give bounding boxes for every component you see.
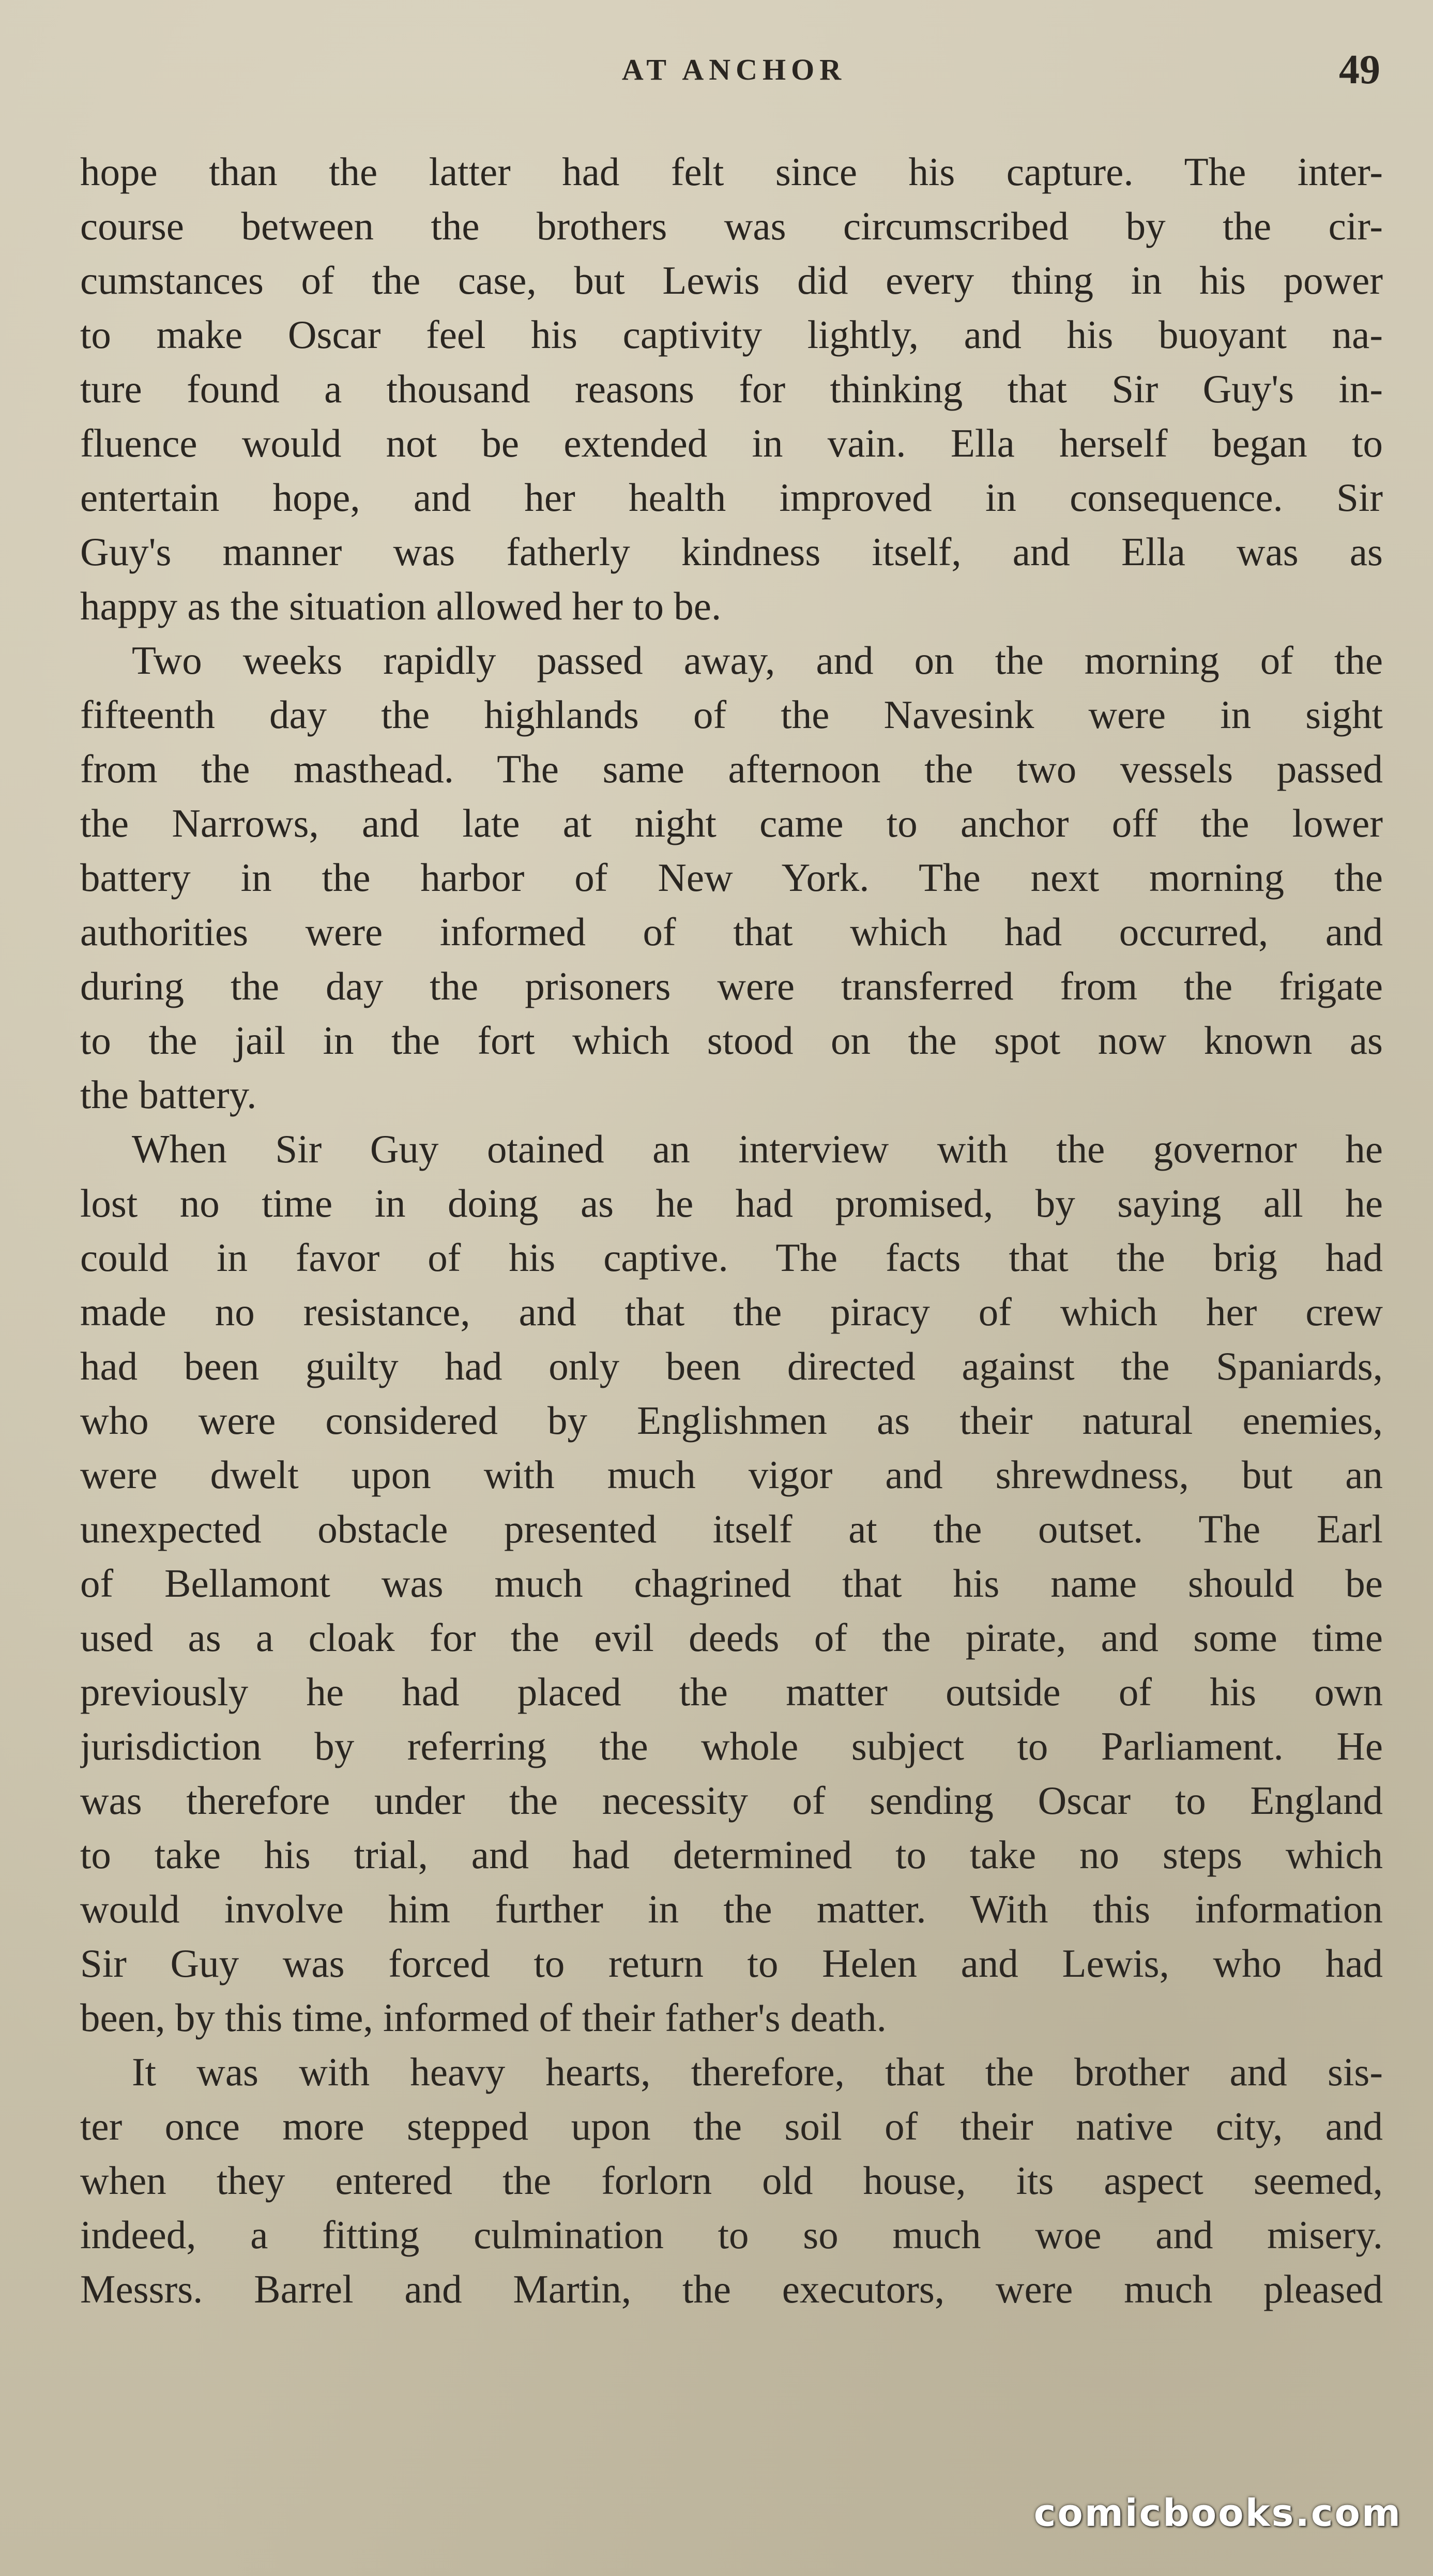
- text-line: were dwelt upon with much vigor and shrewdness, but an: [80, 1452, 1383, 1497]
- text-line: previously he had placed the matter outside of his own: [80, 1670, 1383, 1714]
- page-number: 49: [1339, 47, 1380, 93]
- text-line: been, by this time, informed of their father's death.: [80, 1995, 887, 2040]
- text-line: hope than the latter had felt since his capture. The inter-: [80, 149, 1383, 194]
- text-line: When Sir Guy otained an interview with the governor he: [132, 1127, 1383, 1171]
- text-line: who were considered by Englishmen as their natural enemies,: [80, 1398, 1383, 1443]
- text-line: jurisdiction by referring the whole subject to Parliament. He: [80, 1724, 1383, 1768]
- text-line: had been guilty had only been directed against the Spaniards,: [80, 1344, 1383, 1388]
- text-line: would involve him further in the matter. With this information: [80, 1887, 1383, 1931]
- text-line: unexpected obstacle presented itself at the outset. The Earl: [80, 1507, 1383, 1551]
- running-head: [83, 47, 1385, 93]
- text-line: from the masthead. The same afternoon the two vessels passed: [80, 747, 1383, 791]
- text-line: to the jail in the fort which stood on the spot now known as: [80, 1018, 1383, 1063]
- text-line: ture found a thousand reasons for thinking that Sir Guy's in-: [80, 367, 1383, 411]
- text-line: battery in the harbor of New York. The next morning the: [80, 855, 1383, 900]
- text-line: happy as the situation allowed her to be.: [80, 584, 722, 628]
- text-line: entertain hope, and her health improved in consequence. Sir: [80, 475, 1383, 520]
- text-line: Guy's manner was fatherly kindness itself, and Ella was as: [80, 529, 1383, 574]
- text-line: the battery.: [80, 1072, 257, 1117]
- text-line: Sir Guy was forced to return to Helen and Lewis, who had: [80, 1941, 1383, 1986]
- text-line: used as a cloak for the evil deeds of the pirate, and some time: [80, 1615, 1383, 1660]
- text-line: authorities were informed of that which had occurred, and: [80, 910, 1383, 954]
- text-line: to take his trial, and had determined to take no steps which: [80, 1832, 1383, 1877]
- watermark: comicbooks.com: [1033, 2491, 1402, 2535]
- text-line: the Narrows, and late at night came to anchor off the lower: [80, 801, 1383, 845]
- text-line: made no resistance, and that the piracy of which her crew: [80, 1290, 1383, 1334]
- text-line: Messrs. Barrel and Martin, the executors, were much pleased: [80, 2267, 1383, 2311]
- running-title: AT ANCHOR: [621, 53, 847, 86]
- text-line: cumstances of the case, but Lewis did every thing in his power: [80, 258, 1383, 302]
- body-text: [80, 145, 1383, 2316]
- text-line: was therefore under the necessity of sending Oscar to England: [80, 1778, 1383, 1823]
- text-line: fluence would not be extended in vain. Ella herself began to: [80, 421, 1383, 465]
- text-line: indeed, a fitting culmination to so much woe and misery.: [80, 2213, 1383, 2257]
- text-line: It was with heavy hearts, therefore, that the brother and sis-: [132, 2050, 1383, 2094]
- text-line: ter once more stepped upon the soil of their native city, and: [80, 2104, 1383, 2148]
- text-line: fifteenth day the highlands of the Navesink were in sight: [80, 692, 1383, 737]
- text-line: course between the brothers was circumscribed by the cir-: [80, 204, 1383, 248]
- text-line: to make Oscar feel his captivity lightly, and his buoyant na-: [80, 312, 1383, 357]
- text-line: could in favor of his captive. The facts that the brig had: [80, 1235, 1383, 1280]
- text-line: of Bellamont was much chagrined that his name should be: [80, 1561, 1383, 1605]
- text-line: during the day the prisoners were transferred from the frigate: [80, 964, 1383, 1008]
- text-line: Two weeks rapidly passed away, and on the morning of the: [132, 638, 1383, 683]
- text-line: when they entered the forlorn old house, its aspect seemed,: [80, 2158, 1383, 2203]
- text-line: lost no time in doing as he had promised, by saying all he: [80, 1181, 1383, 1225]
